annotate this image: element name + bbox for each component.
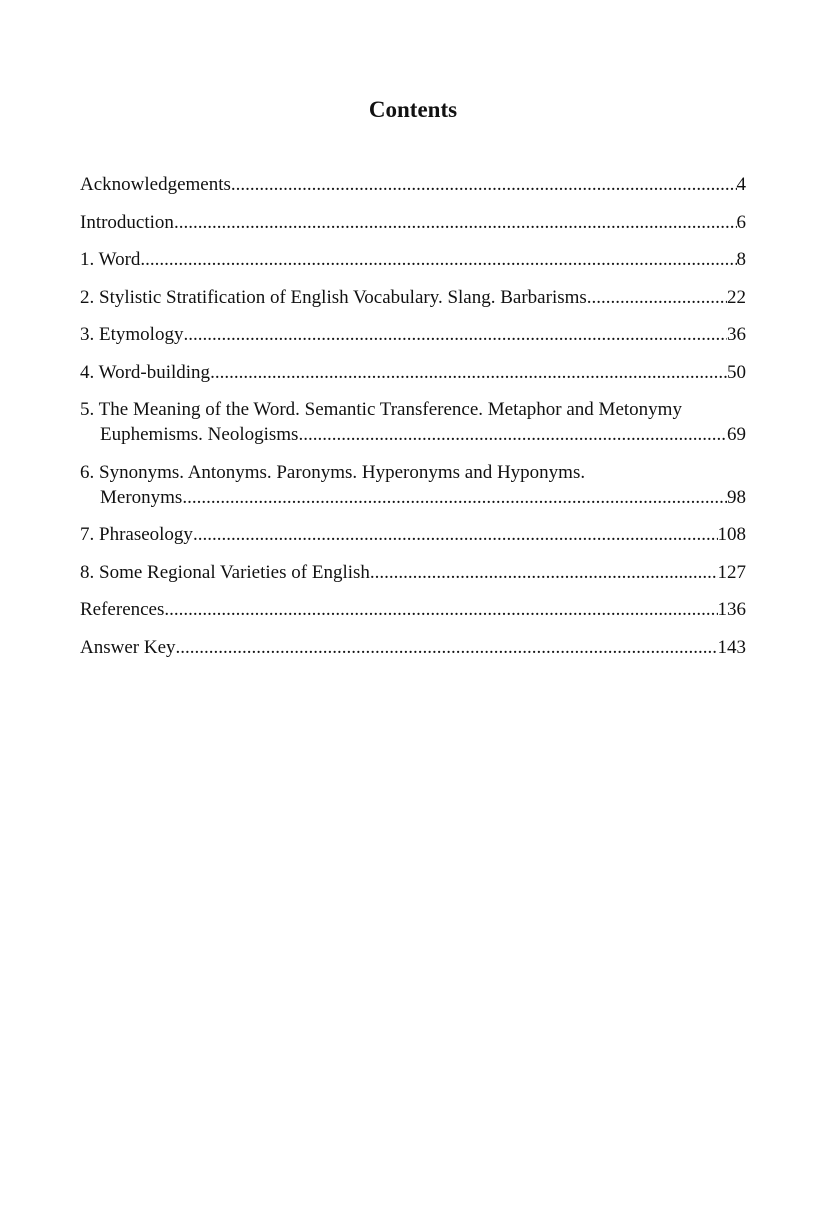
- dot-leader: [231, 172, 737, 197]
- toc-entry-label: Acknowledgements: [80, 174, 231, 195]
- page-title: Contents: [368, 97, 458, 122]
- toc-entry-label: References: [80, 599, 165, 620]
- toc-page-number: 50: [727, 361, 746, 383]
- toc-entry-label: 2. Stylistic Stratification of English Vocabulary. Slang. Barbarisms.: [80, 286, 592, 308]
- toc-entry-phraseology[interactable]: [80, 522, 746, 547]
- toc-entry-word-building[interactable]: [80, 360, 746, 385]
- toc-entry-introduction[interactable]: [80, 210, 746, 235]
- dot-leader: [174, 210, 737, 235]
- dot-leader: [298, 422, 727, 447]
- dot-leader: [375, 560, 718, 585]
- toc-entry-meaning-of-the-word[interactable]: [80, 397, 746, 447]
- toc-entry-first-line: 5. The Meaning of the Word. Semantic Transference. Metaphor and Metonymy: [80, 399, 682, 420]
- toc-entry-label: 4. Word-building: [80, 361, 211, 383]
- toc-entry-answer-key[interactable]: [80, 635, 746, 660]
- toc-entry-label: Introduction: [80, 211, 174, 233]
- dot-leader: [182, 485, 727, 510]
- dot-leader: [164, 597, 717, 622]
- toc-page-number: 136: [717, 599, 746, 620]
- toc-entry-stylistic-stratification[interactable]: [80, 285, 746, 310]
- toc-entry-etymology[interactable]: [80, 322, 746, 347]
- toc-entry-label: Euphemisms. Neologisms: [100, 424, 299, 445]
- toc-page-number: 143: [717, 636, 746, 658]
- toc-page-number: 108: [717, 524, 746, 545]
- dot-leader: [140, 247, 736, 272]
- toc-page-number: 69: [727, 424, 746, 445]
- toc-entry-label: 7. Phraseology: [80, 524, 193, 545]
- toc-entry-regional-varieties[interactable]: [80, 560, 746, 585]
- toc-entry-label: 8. Some Regional Varieties of English.: [80, 561, 375, 583]
- dot-leader: [193, 522, 718, 547]
- toc-page-number: 6: [736, 211, 746, 233]
- dot-leader: [592, 285, 727, 310]
- toc-page-number: 22: [727, 286, 746, 308]
- toc-entry-label: 1. Word: [80, 249, 141, 270]
- dot-leader: [183, 322, 727, 347]
- toc-page-number: 98: [727, 486, 746, 508]
- toc-page-number: 8: [736, 249, 746, 270]
- toc-entry-acknowledgements[interactable]: [80, 172, 746, 197]
- toc-entry-synonyms[interactable]: [80, 460, 746, 510]
- toc-entry-label: 3. Etymology: [80, 324, 184, 345]
- toc-entry-label: Answer Key: [80, 636, 176, 658]
- dot-leader: [210, 360, 727, 385]
- toc-entry-word[interactable]: [80, 247, 746, 272]
- toc-page-number: 4: [736, 174, 746, 195]
- toc-page-number: 127: [717, 561, 746, 583]
- dot-leader: [176, 635, 718, 660]
- toc-page-number: 36: [727, 324, 746, 345]
- toc-entry-first-line: 6. Synonyms. Antonyms. Paronyms. Hyperonyms and Hyponyms.: [80, 461, 586, 483]
- toc-entry-references[interactable]: [80, 597, 746, 622]
- toc-entry-label: Meronyms: [100, 486, 183, 508]
- table-of-contents: [80, 172, 746, 660]
